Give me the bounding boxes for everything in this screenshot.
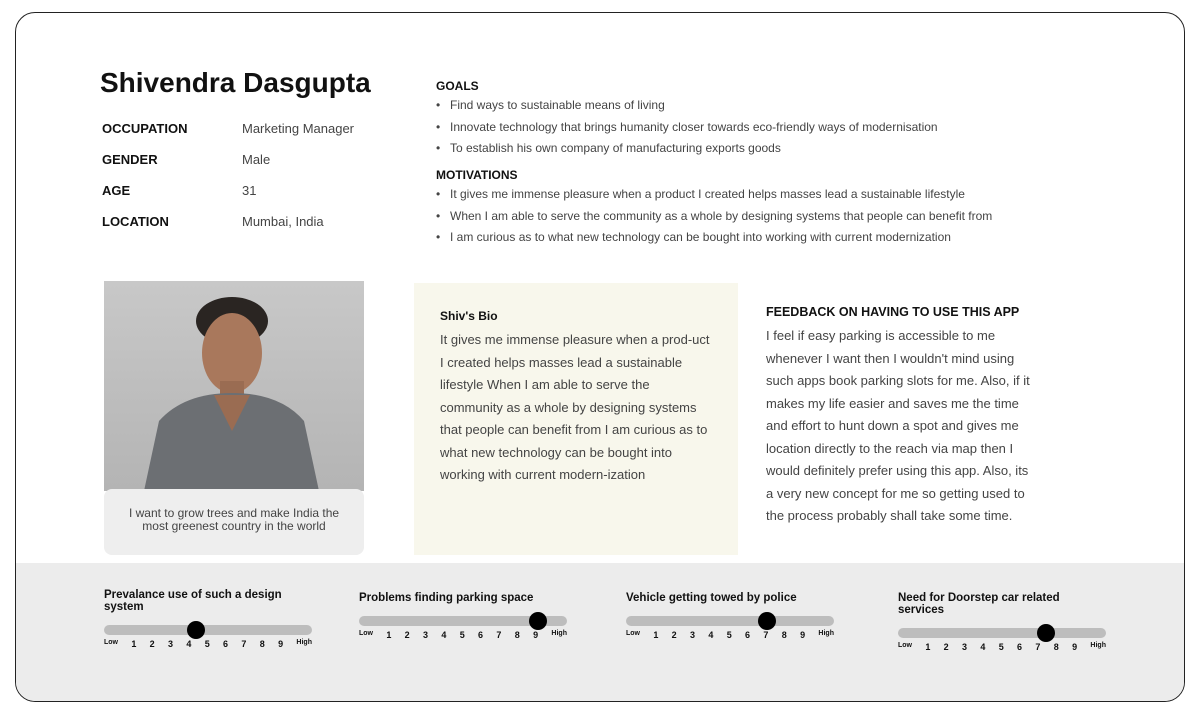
scale-tick: 3 <box>168 639 174 649</box>
rating-slider[interactable] <box>626 592 834 640</box>
scale-low-label: Low <box>104 639 118 646</box>
slider-scale <box>626 630 834 640</box>
motivation-item: • It gives me immense pleasure when a product I created helps masses lead a sustainable lifestyle <box>436 187 992 209</box>
slider-label: Problems finding parking space <box>359 592 534 604</box>
scale-tick: 4 <box>186 639 192 649</box>
fact-row <box>102 183 354 214</box>
person-photo-icon <box>104 281 364 491</box>
scale-tick: 9 <box>278 639 284 649</box>
scale-tick: 6 <box>478 630 484 640</box>
slider-scale <box>104 639 312 649</box>
goal-item: • Find ways to sustainable means of living <box>436 98 938 120</box>
scale-tick: 8 <box>781 630 787 640</box>
fact-value: Marketing Manager <box>242 121 354 136</box>
fact-value: 31 <box>242 183 257 198</box>
scale-tick: 3 <box>962 642 968 652</box>
slider-label: Prevalance use of such a design system <box>104 589 282 613</box>
slider-knob[interactable] <box>529 612 547 630</box>
scale-tick: 4 <box>980 642 986 652</box>
scale-low-label: Low <box>359 630 373 637</box>
scale-tick: 2 <box>671 630 677 640</box>
scale-tick: 6 <box>745 630 751 640</box>
bio-text: It gives me immense pleasure when a prod-uct I created helps masses lead a sustainable lifestyle When I am able to serve the community as a whole by designing systems that people can benefit from I am curious as to what new technology can be bought into working with current modern-ization <box>440 332 710 482</box>
fact-label: AGE <box>102 183 131 198</box>
rating-slider[interactable] <box>898 592 1106 652</box>
scale-tick: 5 <box>204 639 210 649</box>
scale-tick: 9 <box>533 630 539 640</box>
scale-tick: 6 <box>223 639 229 649</box>
slider-track[interactable] <box>359 616 567 626</box>
scale-tick: 5 <box>459 630 465 640</box>
scale-tick: 9 <box>800 630 806 640</box>
goals-section <box>436 79 938 163</box>
slider-label: Vehicle getting towed by police <box>626 592 797 604</box>
motivation-item: • I am curious as to what new technology can be bought into working with current modernization <box>436 230 992 252</box>
feedback-section <box>766 305 1036 528</box>
scale-tick: 8 <box>1053 642 1059 652</box>
fact-label: GENDER <box>102 152 158 167</box>
scale-tick: 6 <box>1017 642 1023 652</box>
motivation-item: • When I am able to serve the community as a whole by designing systems that people can benefit from <box>436 209 992 231</box>
scale-tick: 4 <box>441 630 447 640</box>
scale-tick: 4 <box>708 630 714 640</box>
scale-tick: 3 <box>423 630 429 640</box>
scale-tick: 3 <box>690 630 696 640</box>
slider-track[interactable] <box>626 616 834 626</box>
persona-photo <box>104 281 364 491</box>
slider-knob[interactable] <box>1037 624 1055 642</box>
scale-low-label: Low <box>898 642 912 649</box>
slider-knob[interactable] <box>187 621 205 639</box>
scale-high-label: High <box>296 639 312 646</box>
scale-tick: 1 <box>925 642 931 652</box>
motivations-heading: MOTIVATIONS <box>436 168 518 182</box>
slider-label: Need for Doorstep car related services <box>898 592 1060 616</box>
goal-item: • Innovate technology that brings humanity closer towards eco-friendly ways of modernisation <box>436 120 938 142</box>
slider-scale <box>359 630 567 640</box>
scale-tick: 9 <box>1072 642 1078 652</box>
persona-facts <box>102 121 354 245</box>
feedback-title: FEEDBACK ON HAVING TO USE THIS APP <box>766 305 1020 319</box>
slider-track[interactable] <box>898 628 1106 638</box>
scale-high-label: High <box>551 630 567 637</box>
scale-tick: 2 <box>149 639 155 649</box>
scale-tick: 1 <box>653 630 659 640</box>
scale-tick: 8 <box>259 639 265 649</box>
fact-row <box>102 121 354 152</box>
goals-heading: GOALS <box>436 79 479 93</box>
slider-track[interactable] <box>104 625 312 635</box>
feedback-text: I feel if easy parking is accessible to me whenever I want then I wouldn't mind using such apps book parking slots for me. Also, if it makes my life easier and saves me the time and effort to hunt down a spot and gives me location directly to the reach via map then I would definitely prefer using this app. Also, its a very new concept for me so getting used to the process probably shall take some time. <box>766 328 1030 523</box>
scale-tick: 7 <box>763 630 769 640</box>
scale-tick: 7 <box>241 639 247 649</box>
fact-value: Male <box>242 152 271 167</box>
persona-name: Shivendra Dasgupta <box>100 67 371 98</box>
fact-value: Mumbai, India <box>242 214 324 229</box>
persona-quote: I want to grow trees and make India the most greenest country in the world <box>104 489 364 555</box>
scale-tick: 5 <box>998 642 1004 652</box>
scale-high-label: High <box>1090 642 1106 649</box>
slider-scale <box>898 642 1106 652</box>
bio-card <box>414 283 738 555</box>
scale-tick: 8 <box>514 630 520 640</box>
scale-tick: 2 <box>943 642 949 652</box>
fact-row <box>102 214 354 245</box>
scale-tick: 5 <box>726 630 732 640</box>
scale-low-label: Low <box>626 630 640 637</box>
fact-row <box>102 152 354 183</box>
bio-title: Shiv's Bio <box>440 309 498 323</box>
goal-item: • To establish his own company of manufacturing exports goods <box>436 141 938 163</box>
rating-slider[interactable] <box>104 589 312 649</box>
persona-card <box>15 12 1185 702</box>
scale-tick: 7 <box>1035 642 1041 652</box>
rating-slider[interactable] <box>359 592 567 640</box>
fact-label: OCCUPATION <box>102 121 188 136</box>
scale-high-label: High <box>818 630 834 637</box>
fact-label: LOCATION <box>102 214 169 229</box>
scale-tick: 1 <box>386 630 392 640</box>
motivations-section <box>436 168 992 252</box>
slider-knob[interactable] <box>758 612 776 630</box>
scale-tick: 1 <box>131 639 137 649</box>
scale-tick: 7 <box>496 630 502 640</box>
scale-tick: 2 <box>404 630 410 640</box>
